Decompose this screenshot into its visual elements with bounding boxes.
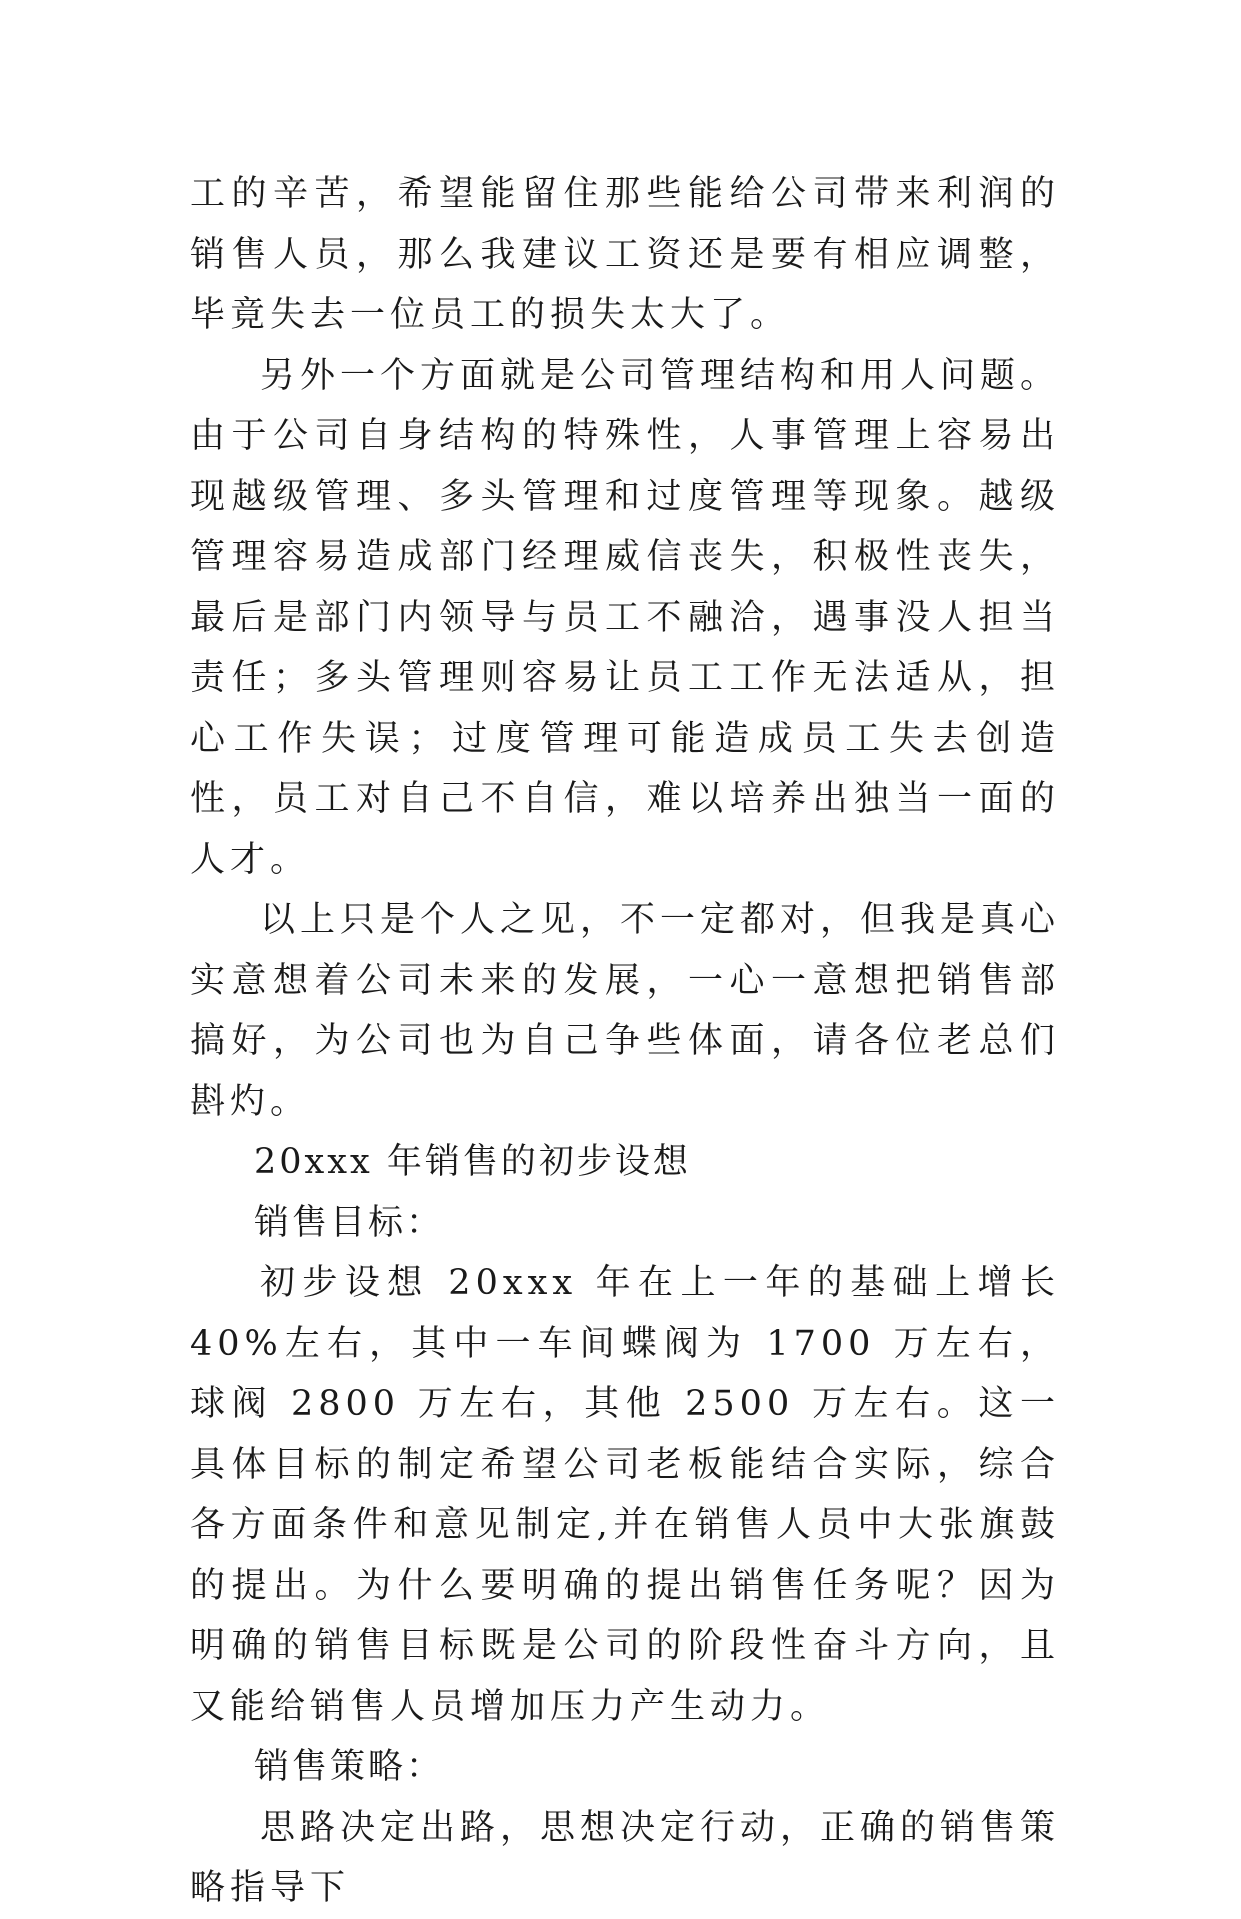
paragraph-management: 另外一个方面就是公司管理结构和用人问题。由于公司自身结构的特殊性，人事管理上容易出现越级管理、多头管理和过度管理等现象。越级管理容易造成部门经理威信丧失，积极性丧失，最后是部门内领导与员工不融洽，遇事没人担当责任；多头管理则容易让员工工作无法适从，担心工作失误；过度管理可能造成员工失去创造性，员工对自己不自信，难以培养出独当一面的人才。 bbox=[190, 355, 1061, 880]
section-heading-sales-plan: 20xxx 年销售的初步设想 bbox=[254, 1142, 691, 1182]
paragraph-personal-view: 以上只是个人之见，不一定都对，但我是真心实意想着公司未来的发展，一心一意想把销售部搞好，为公司也为自己争些体面，请各位老总们斟灼。 bbox=[190, 900, 1061, 1122]
subheading-sales-target: 销售目标： bbox=[254, 1202, 445, 1243]
paragraph-sales-target: 初步设想 20xxx 年在上一年的基础上增长 40%左右，其中一车间蝶阀为 1700 万左右，球阀 2800 万左右，其他 2500 万左右。这一具体目标的制定希望公司老板能结合实际，综合各方面条件和意见制定,并在销售人员中大张旗鼓的提出。为什么要明确的提出销售任务呢？因为明确的销售目标既是公司的阶段性奋斗方向，且又能给销售人员增加压力产生动力。 bbox=[190, 1263, 1060, 1727]
paragraph-sales-strategy: 思路决定出路，思想决定行动，正确的销售策略指导下 bbox=[190, 1807, 1061, 1908]
paragraph-continuation: 工的辛苦，希望能留住那些能给公司带来利润的销售人员，那么我建议工资还是要有相应调整，毕竟失去一位员工的损失太大了。 bbox=[190, 174, 1060, 335]
subheading-sales-strategy: 销售策略： bbox=[254, 1747, 445, 1787]
document-body bbox=[190, 164, 1060, 1919]
